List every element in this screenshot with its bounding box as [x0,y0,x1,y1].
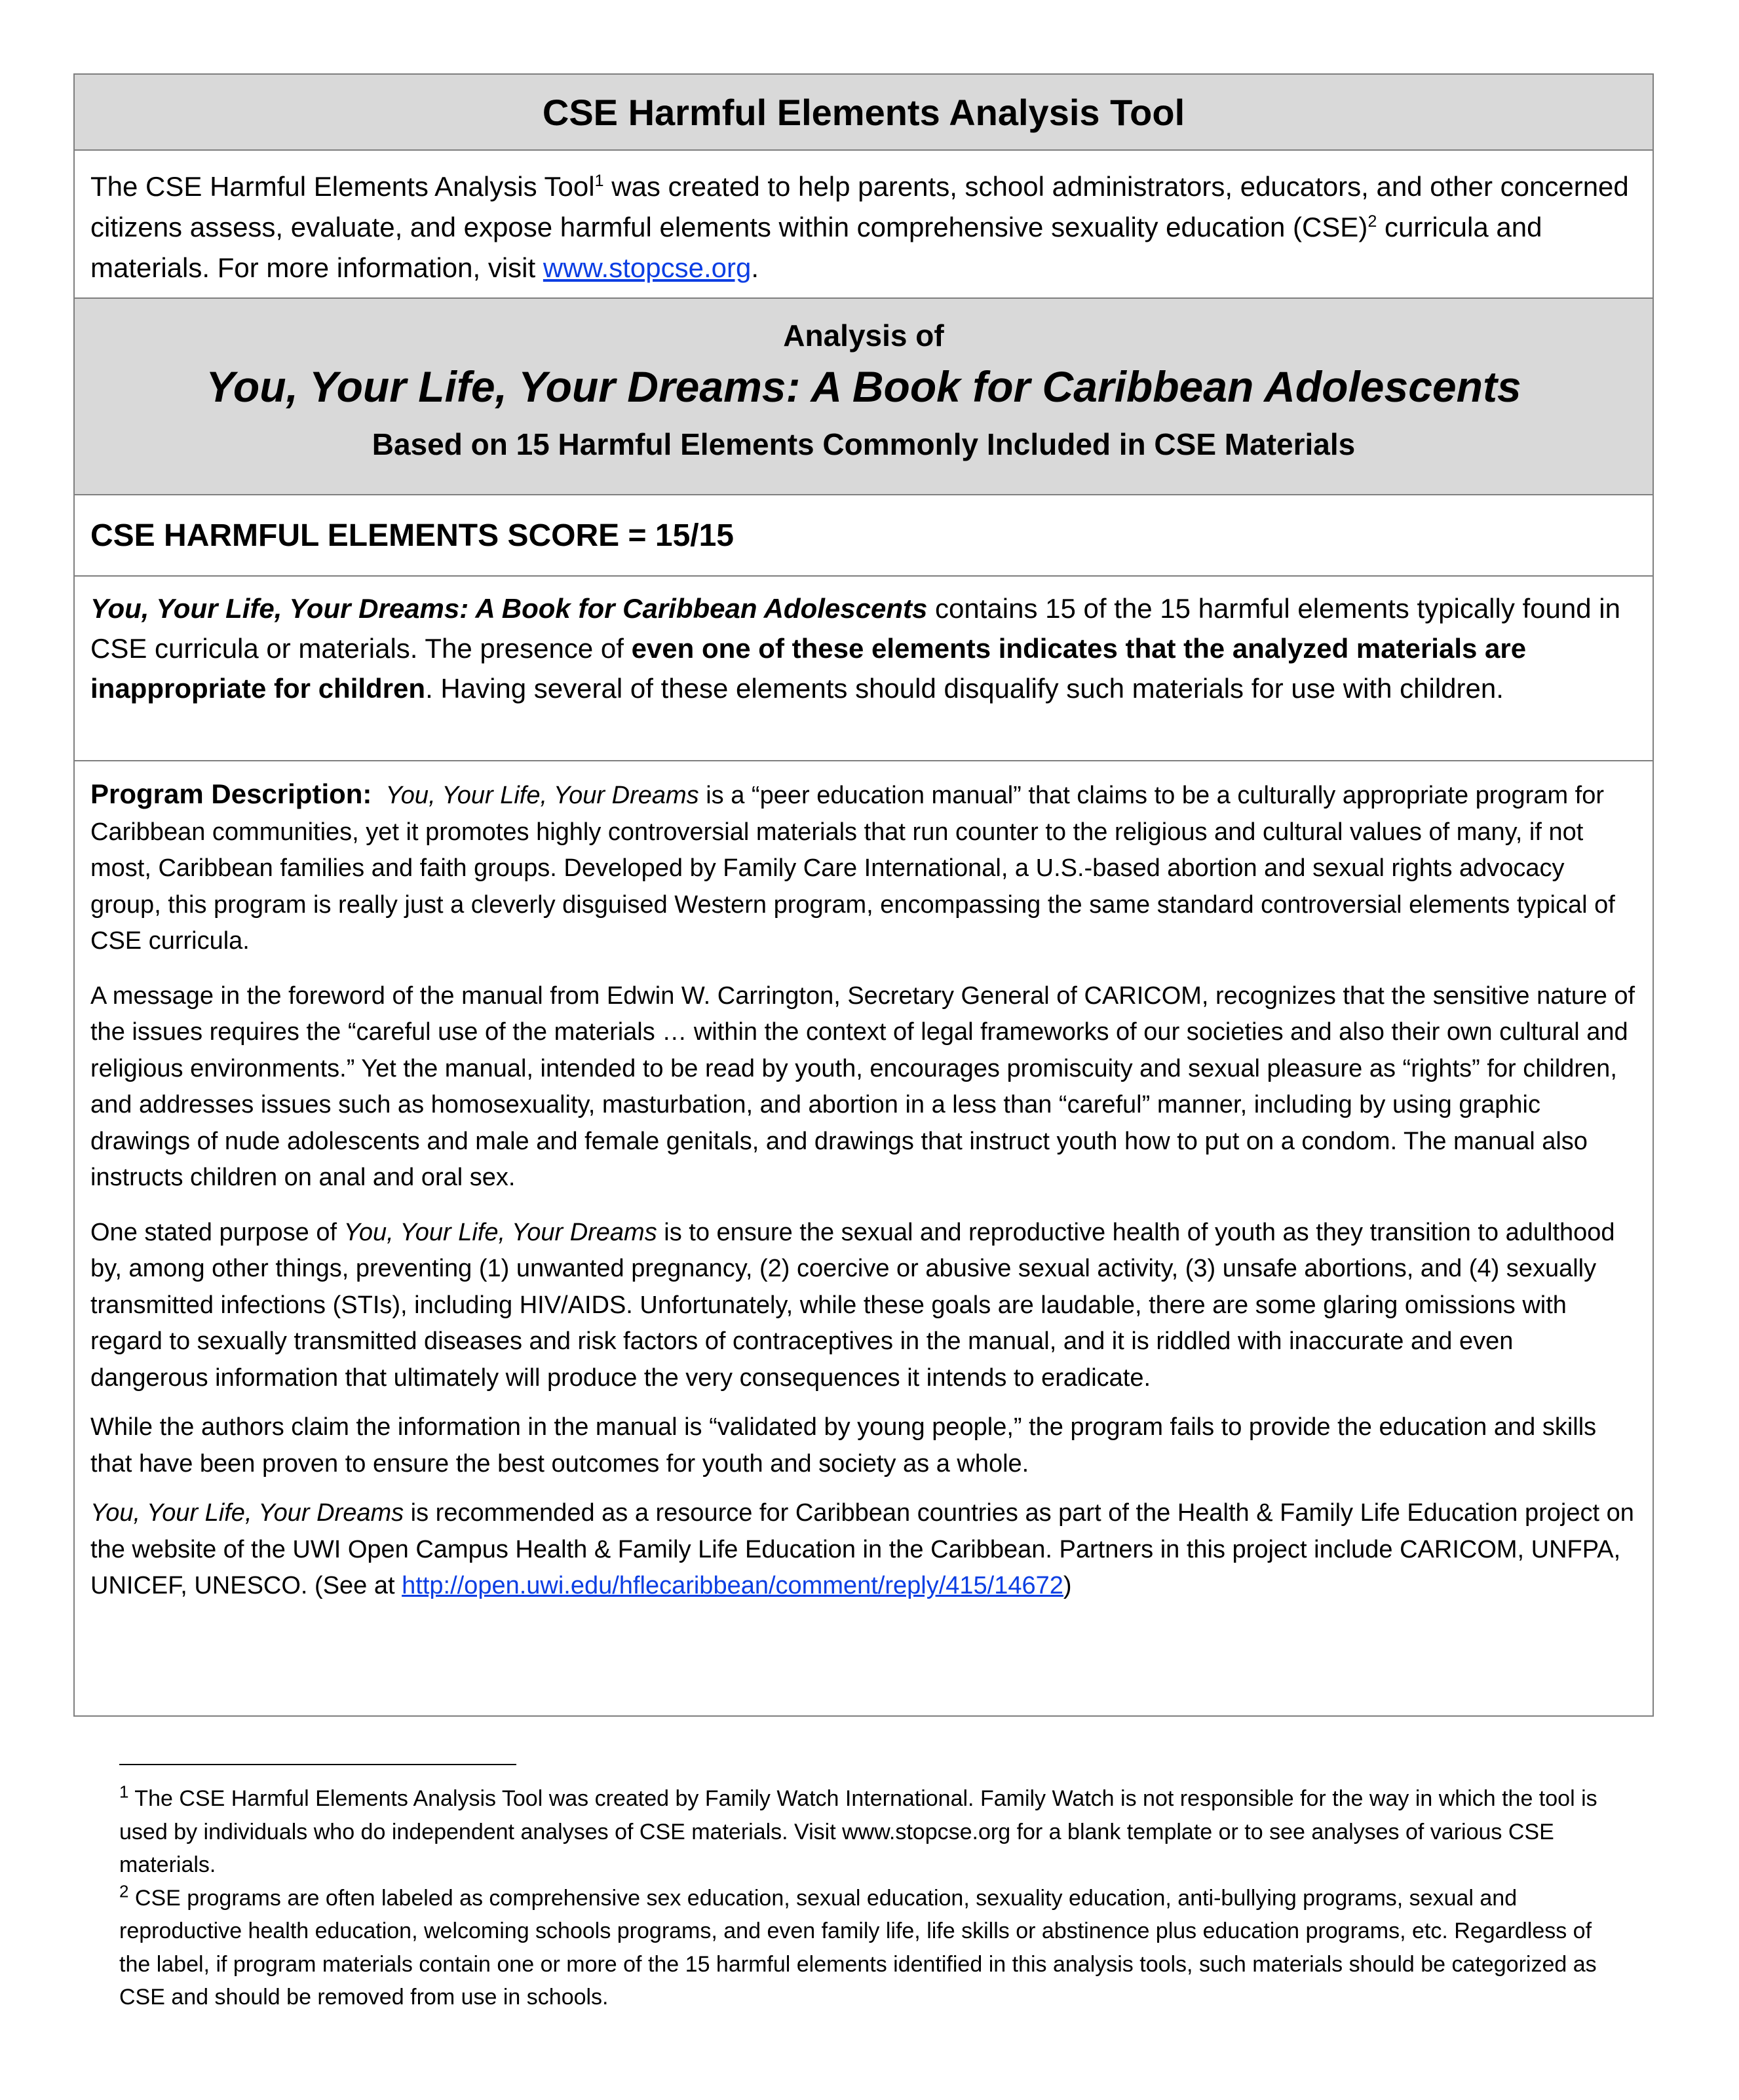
analysis-table [73,73,1654,1717]
stopcse-link[interactable]: www.stopcse.org [543,252,752,283]
analysis-label: Analysis of [783,318,944,353]
tool-title: CSE Harmful Elements Analysis Tool [542,91,1185,133]
description-p5-end: ) [1063,1572,1072,1599]
tool-title-row [75,75,1653,151]
uwi-link[interactable]: http://open.uwi.edu/hflecaribbean/comment/reply/415/14672 [402,1572,1063,1599]
footnote-ref-1: 1 [594,172,604,190]
description-paragraph-3 [90,1215,1637,1397]
summary-row [75,577,1653,761]
description-p3-before: One stated purpose of [90,1218,344,1246]
description-p3-after: is to ensure the sexual and reproductive health of youth as they transition to adulthood by, among other things, preventing (1) unwanted pregnancy, (2) coercive or abusive sexual activity, (3) unsafe abortions, and (4) sexually transmitted infections (STIs), including HIV/AIDS. Unfortunately, while these goals are laudable, there are some glaring omissions with regard to sexually transmitted diseases and risk factors of contraceptives in the manual, and it is riddled with inaccurate and even dangerous information that ultimately will produce the very consequences it intends to eradicate. [90,1218,1615,1392]
footnote-1-number: 1 [119,1782,129,1802]
footnote-2-text: CSE programs are often labeled as comprehensive sex education, sexual education, sexuality education, anti-bullying programs, sexual and reproductive health education, welcoming schools programs, and even family life, life skills or abstinence plus education programs, etc. Regardless of the label, if program materials contain one or more of the 15 harmful elements identified in this analysis tools, such materials should be categorized as CSE and should be removed from use in schools. [119,1885,1597,2010]
intro-text-1: The CSE Harmful Elements Analysis Tool [90,171,595,202]
description-paragraph-4: While the authors claim the information in the manual is “validated by young people,” the program fails to provide the education and skills that have been proven to ensure the best outcomes for youth and society as a whole. [90,1413,1597,1478]
footnote-1-text: The CSE Harmful Elements Analysis Tool was created by Family Watch International. Family Watch is not responsible for the way in which the tool is used by individuals who do independent analyses of CSE materials. Visit www.stopcse.org for a blank template or to see analyses of various CSE materials. [119,1786,1597,1877]
analysis-header-row [75,299,1653,495]
intro-row [75,151,1653,299]
intro-text-2: was created to help parents, school administrators, educators, and other concerned citizens assess, evaluate, and expose harmful elements within comprehensive sexuality education (CSE) [90,171,1629,242]
description-paragraph-5 [90,1495,1637,1605]
description-p1-text: is a “peer education manual” that claims to be a culturally appropriate program for Caribbean communities, yet it promotes highly controversial materials that run counter to the religious and cultural values of many, if not most, Caribbean families and faith groups. Developed by Family Care International, a U.S.-based abortion and sexual rights advocacy group, this program is really just a cleverly disguised Western program, encompassing the same standard controversial elements typical of CSE curricula. [90,782,1615,955]
summary-book-title: You, Your Life, Your Dreams: A Book for Caribbean Adolescents [90,593,928,624]
summary-bold-text: even one of these elements indicates that the analyzed materials are inappropriate for children [90,633,1527,704]
description-paragraph-1 [90,776,1637,960]
footnote-separator [119,1764,516,1765]
footnote-2 [119,1882,1626,2014]
book-title: You, Your Life, Your Dreams: A Book for Caribbean Adolescents [206,362,1521,411]
score-text: CSE HARMFUL ELEMENTS SCORE = 15/15 [90,518,734,553]
description-p1-italic: You, Your Life, Your Dreams [385,782,699,809]
footnote-2-number: 2 [119,1881,129,1901]
intro-text-3: curricula and materials. For more information, visit [90,212,1542,283]
analysis-basis: Based on 15 Harmful Elements Commonly Included in CSE Materials [372,427,1356,461]
intro-text-4: . [751,252,759,283]
description-p5-italic: You, Your Life, Your Dreams [90,1499,404,1527]
description-paragraph-2: A message in the foreword of the manual from Edwin W. Carrington, Secretary General of CARICOM, recognizes that the sensitive nature of the issues requires the “careful use of the materials … within the context of legal frameworks of our societies and also their own cultural and religious environments.” Yet the manual, intended to be read by youth, encourages promiscuity and sexual pleasure as “rights” for children, and addresses issues such as homosexuality, masturbation, and abortion in a less than “careful” manner, including by using graphic drawings of nude adolescents and male and female genitals, and drawings that instruct youth how to put on a condom. The manual also instructs children on anal and oral sex. [90,982,1635,1191]
description-p5-text: is recommended as a resource for Caribbean countries as part of the Health & Family Life Education project on the website of the UWI Open Campus Health & Family Life Education in the Caribbean. Partners in this project include CARICOM, UNFPA, UNICEF, UNESCO. (See at [90,1499,1634,1599]
footnotes [119,1782,1626,2014]
score-row [75,495,1653,577]
program-description-label: Program Description: [90,778,372,809]
summary-text-1: contains 15 of the 15 harmful elements typically found in CSE curricula or materials. The presence of [90,593,1620,664]
program-description-row [75,761,1653,1715]
footnote-ref-2: 2 [1367,212,1377,231]
footnote-1 [119,1782,1626,1882]
summary-text-2: . Having several of these elements should disqualify such materials for use with children. [425,673,1504,704]
description-p3-italic: You, Your Life, Your Dreams [343,1218,657,1246]
